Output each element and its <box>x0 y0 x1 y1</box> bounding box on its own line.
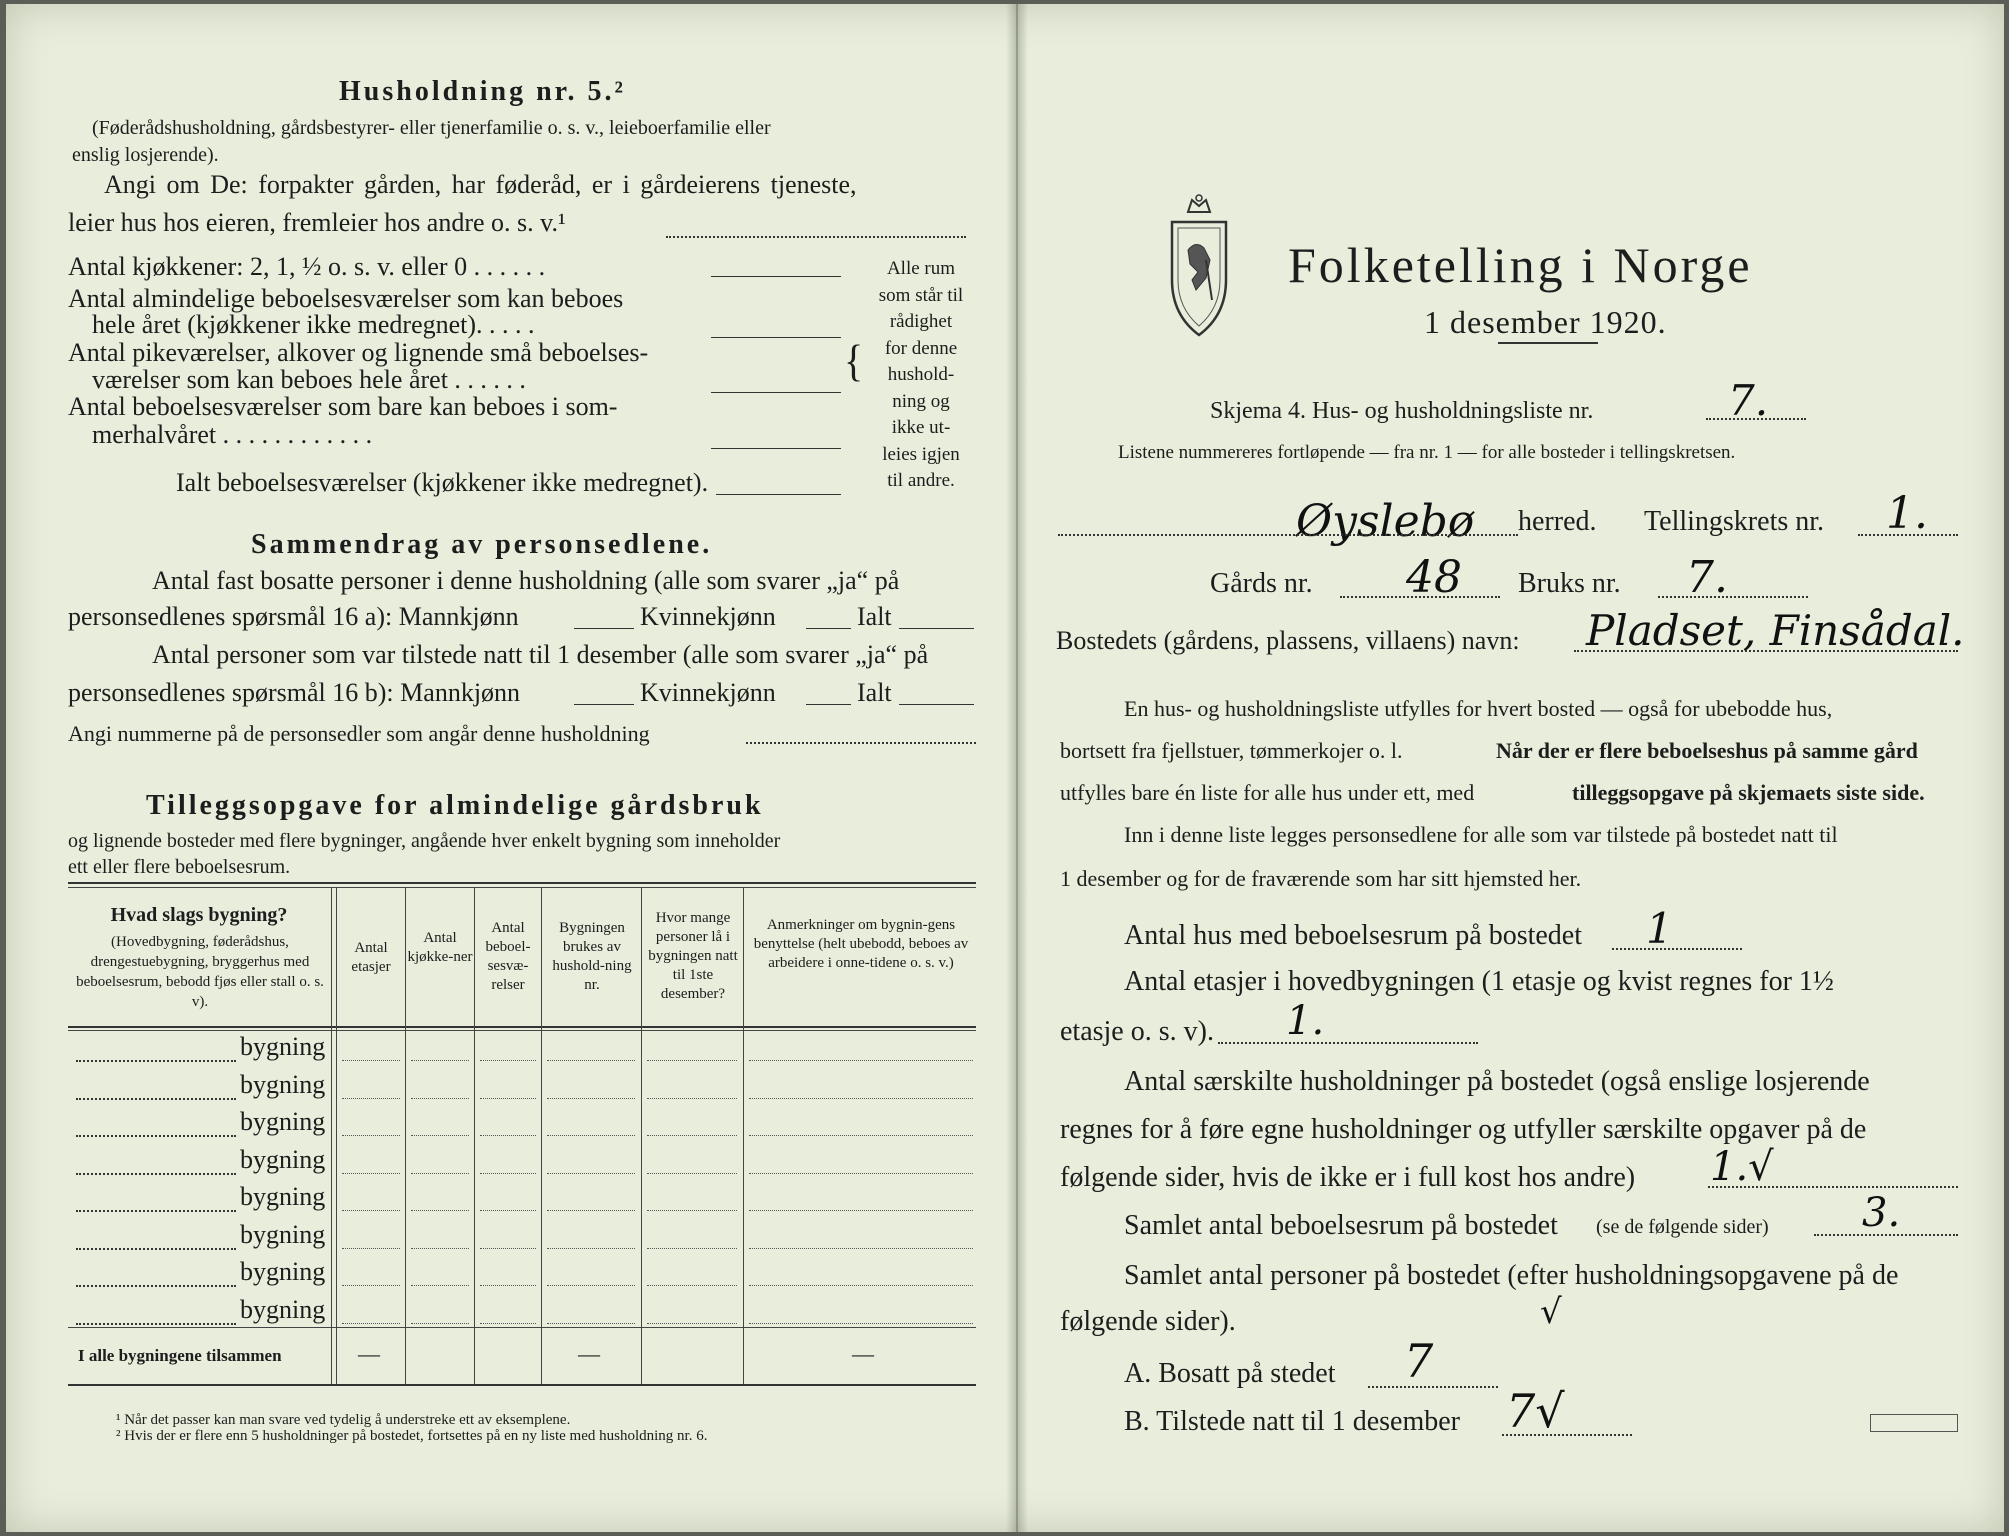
krets-value: 1. <box>1886 488 1928 539</box>
building-row-line <box>76 1060 236 1062</box>
brace-note-line: Alle rum <box>886 258 956 279</box>
bruks-value: 7. <box>1686 552 1728 603</box>
pers-check: √ <box>1540 1292 1562 1332</box>
rooms-summer-cont: merhalvåret . . . . . . . . . . . . <box>92 420 373 449</box>
building-row-cell <box>647 1135 737 1136</box>
kvinnekjonn-label-1: Kvinnekjønn <box>640 602 776 631</box>
ialt-label-1: Ialt <box>857 602 892 631</box>
rooms-small-cont: værelser som kan beboes hele året . . . . . . <box>92 365 526 394</box>
rooms-ordinary-cont: hele året (kjøkkener ikke medregnet). . . . . <box>92 310 535 339</box>
building-row-label: bygning <box>240 1032 326 1061</box>
rooms-kitchens: Antal kjøkkener: 2, 1, ½ o. s. v. eller 0 . . . . . . <box>68 252 546 281</box>
rooms-total: Ialt beboelsesværelser (kjøkkener ikke medregnet). <box>176 468 709 497</box>
supplement-title: Tilleggsopgave for almindelige gårdsbruk <box>146 790 764 821</box>
building-row-cell <box>480 1173 536 1174</box>
building-row-cell <box>411 1173 469 1174</box>
building-row-cell <box>480 1135 536 1136</box>
building-row-cell <box>480 1210 536 1211</box>
pers-line1: Samlet antal personer på bostedet (efter husholdningsopgavene på de <box>1124 1260 1899 1291</box>
hus-label: Antal hus med beboelsesrum på bostedet <box>1124 920 1583 951</box>
bosted-label: Bostedets (gårdens, plassens, villaens) navn: <box>1056 626 1520 655</box>
numbering-note: Listene nummereres fortløpende — fra nr. 1 — for alle bosteder i tellingskretsen. <box>1118 442 1736 463</box>
building-row-line <box>76 1248 236 1250</box>
angi-line2: leier hus hos eieren, fremleier hos andre o. s. v.¹ <box>68 208 566 237</box>
col-header-building-note: (Hovedbygning, føderådshus, drengestuebygning, bryggerhus med beboelsesrum, bebodd fjøs eller stall o. s. v). <box>76 934 324 1010</box>
sh-line2: regnes for å føre egne husholdninger og utfyller særskilte opgaver på de <box>1060 1114 1867 1145</box>
brace-note-line: ning og <box>892 390 950 412</box>
building-row-cell <box>411 1248 469 1249</box>
krets-label: Tellingskrets nr. <box>1644 506 1825 537</box>
building-row-cell <box>647 1323 737 1324</box>
household-note-line2: enslig losjerende). <box>72 144 219 166</box>
building-row-line <box>76 1323 236 1325</box>
building-row-cell <box>647 1285 737 1286</box>
col-header-floors: Antal etasjer <box>351 940 391 975</box>
bosatt-value: 7 <box>1404 1334 1434 1388</box>
brace-note-line: ikke ut- <box>891 417 951 438</box>
building-row-cell <box>547 1098 635 1099</box>
building-row-cell <box>411 1135 469 1136</box>
building-row-cell <box>749 1060 973 1061</box>
census-title: Folketelling i Norge <box>1288 237 1753 293</box>
sh-value: 1.√ <box>1710 1144 1774 1190</box>
building-row-cell <box>547 1060 635 1061</box>
summary-p1-line2: personsedlenes spørsmål 16 a): Mannkjønn <box>68 602 519 631</box>
building-row-label: bygning <box>240 1219 326 1249</box>
supplement-line2: ett eller flere beboelsesrum. <box>68 856 291 878</box>
brace-note-line: rådighet <box>889 311 953 332</box>
rum-value: 3. <box>1862 1190 1901 1236</box>
building-row-cell <box>647 1098 737 1099</box>
building-row-cell <box>547 1323 635 1324</box>
brace-note-line: hushold- <box>887 364 955 385</box>
building-row-cell <box>547 1173 635 1174</box>
instr1-line3a: utfylles bare én liste for alle hus under ett, med <box>1060 780 1475 805</box>
building-row-label: bygning <box>240 1182 326 1211</box>
etasjer-line1: Antal etasjer i hovedbygningen (1 etasje og kvist regnes for 1½ <box>1124 966 1834 997</box>
skjema-label: Skjema 4. Hus- og husholdningsliste nr. <box>1210 398 1594 424</box>
building-row-label: bygning <box>240 1107 326 1136</box>
household-note-line1: (Føderådshusholdning, gårdsbestyrer- eller tjenerfamilie o. s. v., leieboerfamilie eller <box>92 117 771 139</box>
building-row-cell <box>749 1323 973 1324</box>
rooms-small: Antal pikeværelser, alkover og lignende små beboelses- <box>68 338 649 367</box>
total-label: I alle bygningene tilsammen <box>78 1346 282 1365</box>
col-header-rooms: Antal beboel-sesvæ-relser <box>485 920 531 993</box>
etasjer-value: 1. <box>1286 998 1325 1044</box>
pers-line2: følgende sider). <box>1060 1306 1236 1337</box>
building-row-cell <box>749 1135 973 1136</box>
brace-note-line: som står til <box>878 284 964 306</box>
building-row-line <box>76 1285 236 1287</box>
instr2-line1: Inn i denne liste legges personsedlene for alle som var tilstede på bostedet natt til <box>1124 822 1838 847</box>
building-row-label: bygning <box>240 1144 326 1174</box>
kvinnekjonn-label-2: Kvinnekjønn <box>640 678 776 707</box>
col-header-building: Hvad slags bygning? <box>110 904 288 926</box>
building-row-cell <box>749 1173 973 1174</box>
col-header-kitchens: Antal kjøkke-ner <box>407 930 473 965</box>
household-title: Husholdning nr. 5.² <box>339 76 626 107</box>
skjema-value: 7. <box>1728 376 1769 425</box>
instr1-line3b: tilleggsopgave på skjemaets siste side. <box>1572 780 1925 805</box>
bosted-value: Pladset, Finsådal. <box>1586 606 1965 655</box>
building-row-cell <box>749 1210 973 1211</box>
building-row-cell <box>547 1135 635 1136</box>
summary-p2-line2: personsedlenes spørsmål 16 b): Mannkjønn <box>68 678 521 707</box>
supplement-line1: og lignende bosteder med flere bygninger, angående hver enkelt bygning som inneholder <box>68 830 781 852</box>
building-row-cell <box>647 1248 737 1249</box>
building-row-cell <box>480 1285 536 1286</box>
building-row-cell <box>480 1098 536 1099</box>
building-row-cell <box>342 1285 400 1286</box>
angi-nummerne: Angi nummerne på de personsedler som angår denne husholdning <box>68 721 650 746</box>
col-header-household: Bygningen brukes av hushold-ning nr. <box>552 920 632 993</box>
building-row-cell <box>342 1210 400 1211</box>
norway-coat-of-arms-icon <box>1166 190 1232 340</box>
building-row-line <box>76 1135 236 1137</box>
total-dash-remarks: — <box>852 1341 874 1366</box>
col-header-persons: Hvor mange personer lå i bygningen natt til 1ste desember? <box>648 910 738 1002</box>
tilstede-value: 7√ <box>1506 1384 1565 1438</box>
building-row-cell <box>411 1098 469 1099</box>
census-sheet: Husholdning nr. 5.² (Føderådshusholdning, gårdsbestyrer- eller tjenerfamilie o. s. v., leieboerfamilie eller enslig losjerende). Angi om De: forpakter gården, har føderåd, er i gårdeierens tjeneste, leier hus hos eieren, fremleier hos andre o. s. v.¹ Antal kjøkkener: 2, 1, ½ o. s. v. eller 0 . . . . . . Antal almindelige beboelsesværelser som kan beboes hele året (kjøkkener ikke medregnet). . . . . Antal pikeværelser, alkover og lignende små beboelses- værelser som kan beboes hele året . . . . . . Antal beboelsesværelser som bare kan beboes i som- merhalvåret . . . . . . . . . . . . Ialt beboelsesværelser (kjøkkener ikke medregnet). { Alle rum som står til rådighet for denne hushold- ning og ikke ut- leies igjen til andre. Sammendrag av personsedlene. Antal fast bosatte personer i denne husholdning (alle som svarer „ja“ på personsedlenes spørsmål 16 a): Mannkjønn Kvinnekjønn Ialt Antal personer som var tilstede natt til 1 desember (alle som svarer „ja“ på personsedlenes spørsmål 16 b): Mannkjønn Kvinnekjønn Ialt Angi nummerne på de personsedler som angår denne husholdning Tilleggsopgave for almindelige gårdsbruk og lignende bosteder med flere bygninger, angående hver enkelt bygning som inneholder ett eller flere beboelsesrum. Hvad slags bygning? (Hovedbygning, føderådshus, drengestuebygning, bryggerhus med beboelsesrum, bebodd fjøs eller stall o. s. v). Antal etasjer Antal kjøkke-ner Antal beboel-sesvæ-relser Bygningen brukes av hushold-ning nr. Hvor mange personer lå i bygningen natt til 1ste desember? Anmerkninger om bygnin-gens benyttelse (helt ubebodd, beboes av arbeidere i onne-tidene o. s. v.) bygning bygning bygning bygning bygning bygning bygning bygning I alle bygningene tilsammen — — — ¹ Når det passer kan man svare ved tydelig å understreke ett av eksemplene. ² Hvis der er flere enn 5 husholdninger på bostedet, fortsettes på en ny liste med husholdning nr. 6. Folketelling i Norge 1 desember 1920. Skjema 4. Hus- og husholdningsliste nr. 7. Listene nummereres fortløpende — fra nr. 1 — for alle bosteder i tellingskretsen. Øyslebø herred. Tellingskrets nr. 1. Gårds nr. 48 Bruks nr. 7. Bostedets (gårdens, plassens, villaens) navn: Pladset, Finsådal. En hus- og husholdningsliste utfylles for hvert bosted — også for ubebodde hus, bortsett fra fjellstuer, tømmerkojer o. l. Når der er flere beboelseshus på samme gård utfylles bare én liste for alle hus under ett, med tilleggsopgave på skjemaets siste side. Inn i denne liste legges personsedlene for alle som var tilstede på bostedet natt til 1 desember og for de fraværende som har sitt hjemsted her. Antal hus med beboelsesrum på bostedet 1 Antal etasjer i hovedbygningen (1 etasje og kvist regnes for 1½ etasje o. s. v). 1. Antal særskilte husholdninger på bostedet (også enslige losjerende regnes for å føre egne husholdninger og utfyller særskilte opgaver på de følgende sider, hvis de ikke er i full kost hos andre) 1.√ Samlet antal beboelsesrum på bostedet (se de følgende sider) 3. Samlet antal personer på bostedet (efter husholdningsopgavene på de følgende sider). √ A. Bosatt på stedet 7 B. Tilstede natt til 1 desember 7√ <box>6 4 2004 1532</box>
herred-label: herred. <box>1518 506 1597 537</box>
bosatt-label: A. Bosatt på stedet <box>1124 1358 1336 1389</box>
rum-label: Samlet antal beboelsesrum på bostedet <box>1124 1210 1558 1241</box>
building-row-cell <box>480 1060 536 1061</box>
building-row-cell <box>411 1323 469 1324</box>
building-row-line <box>76 1210 236 1212</box>
footnote-1: ¹ Når det passer kan man svare ved tydelig å understreke ett av eksemplene. <box>116 1412 571 1428</box>
sh-line3: følgende sider, hvis de ikke er i full kost hos andre) <box>1060 1162 1636 1193</box>
census-date: 1 desember 1920. <box>1424 304 1667 340</box>
building-row-line <box>76 1098 236 1100</box>
building-row-cell <box>647 1060 737 1061</box>
summary-p2-line1: Antal personer som var tilstede natt til 1 desember (alle som svarer „ja“ på <box>152 640 929 669</box>
ialt-label-2: Ialt <box>857 678 892 707</box>
building-row-cell <box>342 1248 400 1249</box>
summary-title: Sammendrag av personsedlene. <box>251 529 713 560</box>
building-row-cell <box>411 1285 469 1286</box>
building-row-label: bygning <box>240 1069 326 1099</box>
building-row-cell <box>749 1248 973 1249</box>
footnote-2: ² Hvis der er flere enn 5 husholdninger på bostedet, fortsettes på en ny liste med husholdning nr. 6. <box>116 1428 708 1444</box>
building-row-cell <box>749 1285 973 1286</box>
instr1-line2b: Når der er flere beboelseshus på samme gård <box>1496 738 1918 763</box>
building-row-cell <box>749 1098 973 1099</box>
rum-note: (se de følgende sider) <box>1596 1216 1769 1238</box>
rooms-ordinary: Antal almindelige beboelsesværelser som kan beboes <box>68 284 624 313</box>
gards-label: Gårds nr. <box>1210 568 1313 599</box>
building-row-cell <box>647 1210 737 1211</box>
total-dash-household: — <box>578 1341 600 1366</box>
hus-value: 1 <box>1646 904 1673 953</box>
building-row-cell <box>547 1248 635 1249</box>
instr2-line2: 1 desember og for de fraværende som har sitt hjemsted her. <box>1060 866 1582 891</box>
building-row-cell <box>547 1285 635 1286</box>
instr1-line1: En hus- og husholdningsliste utfylles for hvert bosted — også for ubebodde hus, <box>1124 696 1833 721</box>
gards-value: 48 <box>1406 552 1462 603</box>
brace-note <box>866 256 976 495</box>
building-row-cell <box>411 1210 469 1211</box>
tilstede-label: B. Tilstede natt til 1 desember <box>1124 1406 1460 1437</box>
building-row-label: bygning <box>240 1294 326 1324</box>
col-header-remarks: Anmerkninger om bygnin-gens benyttelse (helt ubebodd, beboes av arbeidere i onne-tidene o. s. v.) <box>753 917 969 971</box>
building-row-cell <box>480 1248 536 1249</box>
bruks-label: Bruks nr. <box>1518 568 1621 599</box>
rooms-summer: Antal beboelsesværelser som bare kan beboes i som- <box>68 392 618 421</box>
brace-note-line: for denne <box>884 337 958 359</box>
herred-value: Øyslebø <box>1296 496 1475 547</box>
building-row-cell <box>342 1060 400 1061</box>
building-row-cell <box>342 1098 400 1099</box>
brace-note-line: til andre. <box>887 470 955 491</box>
building-row-cell <box>342 1323 400 1324</box>
building-row-cell <box>647 1173 737 1174</box>
building-row-label: bygning <box>240 1257 326 1286</box>
angi-line1: Angi om De: forpakter gården, har føderåd, er i gårdeierens tjeneste, <box>104 170 857 199</box>
printer-stamp <box>1870 1414 1958 1432</box>
building-row-cell <box>411 1060 469 1061</box>
building-row-line <box>76 1173 236 1175</box>
page-fold <box>1006 4 1028 1532</box>
building-row-cell <box>342 1135 400 1136</box>
building-row-cell <box>547 1210 635 1211</box>
building-row-cell <box>480 1323 536 1324</box>
total-dash-floors: — <box>358 1341 380 1366</box>
building-row-cell <box>342 1173 400 1174</box>
summary-p1-line1: Antal fast bosatte personer i denne husholdning (alle som svarer „ja“ på <box>152 566 900 595</box>
etasjer-line2: etasje o. s. v). <box>1060 1016 1214 1047</box>
sh-line1: Antal særskilte husholdninger på bostedet (også enslige losjerende <box>1124 1066 1870 1097</box>
instr1-line2a: bortsett fra fjellstuer, tømmerkojer o. l. <box>1060 738 1403 763</box>
brace-note-line: leies igjen <box>882 443 960 465</box>
